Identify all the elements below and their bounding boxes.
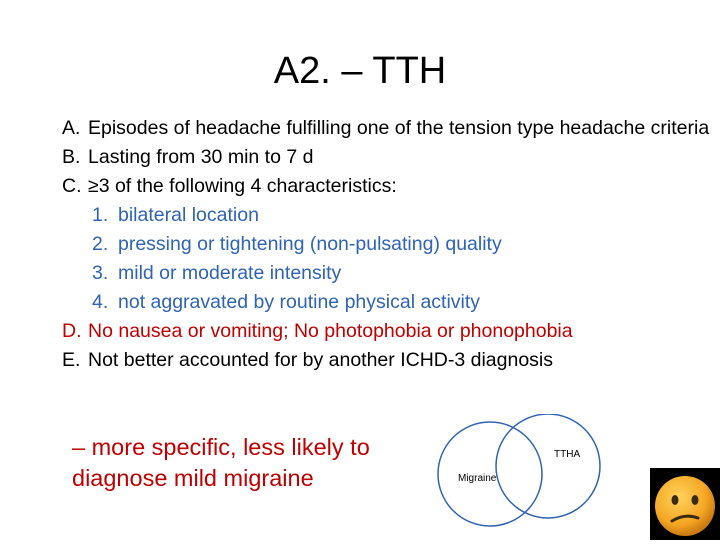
venn-label-ttha: TTHA	[554, 449, 581, 460]
venn-diagram	[430, 414, 630, 539]
characteristic-3	[62, 259, 712, 288]
characteristic-text: pressing or tightening (non-pulsating) quality	[118, 233, 502, 255]
characteristic-text: bilateral location	[118, 204, 259, 226]
criterion-text: Not better accounted for by another ICHD-3 diagnosis	[88, 349, 554, 371]
characteristic-2	[62, 230, 712, 259]
characteristic-4	[62, 288, 712, 317]
characteristic-text: mild or moderate intensity	[118, 262, 342, 284]
confused-face-icon	[650, 468, 720, 540]
criteria-list	[62, 114, 712, 375]
characteristic-text: not aggravated by routine physical activity	[118, 291, 481, 313]
characteristic-number: 3.	[92, 262, 109, 284]
criterion-text: Lasting from 30 min to 7 d	[88, 146, 314, 168]
criterion-letter: D.	[62, 320, 82, 342]
criterion-letter: C.	[62, 175, 82, 197]
criterion-letter: A.	[62, 117, 81, 139]
criterion-e	[62, 346, 712, 375]
characteristic-number: 1.	[92, 204, 109, 226]
criterion-b	[62, 143, 712, 172]
criterion-letter: E.	[62, 349, 81, 371]
criterion-text: Episodes of headache fulfilling one of the tension type headache criteria	[88, 117, 710, 139]
specificity-note: – more specific, less likely to diagnose mild migraine	[72, 434, 370, 491]
characteristic-1	[62, 201, 712, 230]
criterion-a	[62, 114, 712, 143]
criterion-d	[62, 317, 712, 346]
characteristic-number: 2.	[92, 233, 109, 255]
characteristic-number: 4.	[92, 291, 109, 313]
venn-label-migraine: Migraine	[458, 473, 497, 484]
slide-title: A2. – TTH	[273, 50, 447, 92]
criterion-c	[62, 172, 712, 201]
criterion-text: No nausea or vomiting; No photophobia or phonophobia	[88, 320, 573, 342]
criterion-letter: B.	[62, 146, 81, 168]
ttha-circle	[496, 414, 600, 518]
criterion-text: ≥3 of the following 4 characteristics:	[88, 175, 397, 197]
